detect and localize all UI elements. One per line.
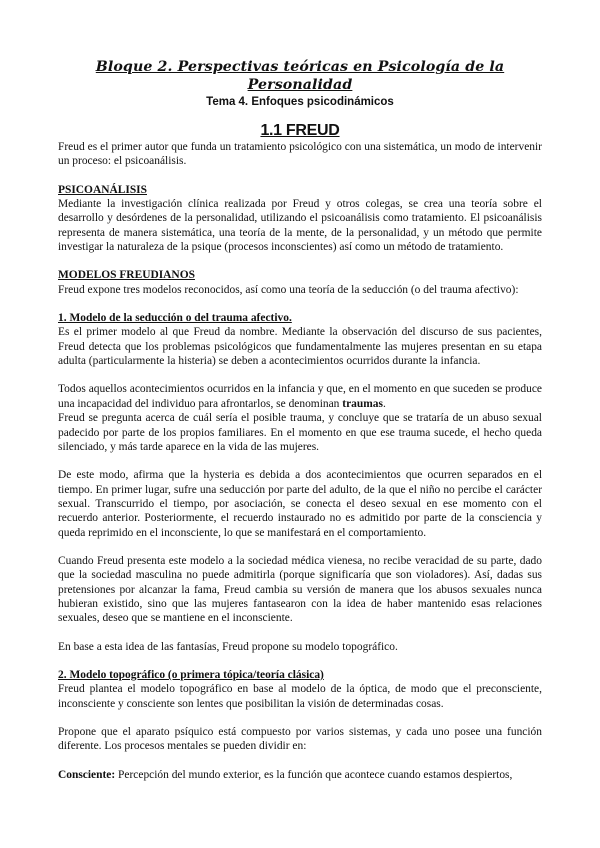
modelos-paragraph: Freud expone tres modelos reconocidos, así como una teoría de la seducción (o del trauma afectivo):: [58, 283, 519, 296]
document-page: [58, 58, 542, 782]
modelos-heading: MODELOS FREUDIANOS: [58, 269, 195, 282]
psicoanalisis-heading: PSICOANÁLISIS: [58, 183, 147, 196]
psicoanalisis-paragraph: Mediante la investigación clínica realizada por Freud y otros colegas, se crea una teoría sobre el desarrollo y desórdenes de la personalidad, utilizando el psicoanálisis como tratamiento. El psicoanálisis representa de manera sistemática, una teoría de la mente, de la personalidad, y un método que permite investigar la naturaleza de la psique (procesos inconscientes) así como un método de tratamiento.: [58, 198, 542, 254]
modelo2-heading: 2. Modelo topográfico (o primera tópica/teoría clásica): [58, 668, 324, 681]
consciente-text: Percepción del mundo exterior, es la función que acontece cuando estamos despiertos,: [115, 768, 513, 781]
consciente-term: Consciente:: [58, 768, 116, 781]
intro-paragraph: Freud es el primer autor que funda un tratamiento psicológico con una sistemática, un modo de intervenir un proceso: el psicoanálisis.: [58, 141, 542, 168]
main-title: Bloque 2. Perspectivas teóricas en Psicología de la Personalidad: [95, 59, 505, 93]
modelo1-paragraph-1: Es el primer modelo al que Freud da nombre. Mediante la observación del discurso de sus pacientes, Freud detecta que los problemas psicológicos que fundamentalmente las mujeres presentan en su etapa adulta (particularmente la histeria) se deben a acontecimientos ocurridos durante la infancia.: [58, 326, 542, 368]
modelo1-paragraph-6: En base a esta idea de las fantasías, Freud propone su modelo topográfico.: [58, 640, 398, 653]
modelo1-p2-text: Todos aquellos acontecimientos ocurridos en la infancia y que, en el momento en que suceden se produce una incapacidad del individuo para afrontarlos, se denominan: [58, 383, 542, 410]
modelo1-paragraph-4: De este modo, afirma que la hysteria es debida a dos acontecimientos que ocurren separados en el tiempo. En primer lugar, sufre una seducción por parte del adulto, de la que el niño no percibe el carácter sexual. Transcurrido el tiempo, por asociación, se conecta el deseo sexual en ese momento con el recuerdo anterior. Posteriormente, el recuerdo instaurado no es admitido por parte de la consciencia y queda reprimido en el inconsciente, lo que se manifestará en el comportamiento.: [58, 469, 542, 539]
sub-title: Tema 4. Enfoques psicodinámicos: [206, 96, 394, 108]
traumas-term: traumas: [342, 397, 383, 410]
modelo1-p2-end: .: [382, 397, 386, 410]
modelo2-paragraph-3: [58, 768, 542, 782]
modelo1-paragraph-2: [58, 382, 542, 411]
modelo2-paragraph-1: Freud plantea el modelo topográfico en base al modelo de la óptica, de modo que el preconsciente, inconsciente y consciente son lentes que posibilitan la visión de determinadas cosas.: [58, 683, 542, 710]
modelo1-paragraph-5: Cuando Freud presenta este modelo a la sociedad médica vienesa, no recibe veracidad de su parte, dado que la sociedad masculina no puede admitirla (porque significaría que son violadores). Así, dadas sus pretensiones por alcanzar la fama, Freud cambia su versión de manera que los abusos sexuales nunca hubieran existido, sino que las mujeres fantasearon con la idea de haber mantenido esas relaciones sexuales, deseo que se mantiene en el inconsciente.: [58, 554, 542, 625]
modelo1-paragraph-3: Freud se pregunta acerca de cuál sería el posible trauma, y concluye que se trataría de un abuso sexual padecido por parte de los propios familiares. En el momento en que ese trauma sucede, el hecho queda silenciado, y más tarde aparece en la vida de las mujeres.: [58, 412, 542, 453]
modelo2-paragraph-2: Propone que el aparato psíquico está compuesto por varios sistemas, y cada uno posee una función diferente. Los procesos mentales se pueden dividir en:: [58, 726, 542, 753]
section-title: 1.1 FREUD: [260, 122, 340, 139]
modelo1-heading: 1. Modelo de la seducción o del trauma afectivo.: [58, 312, 292, 325]
